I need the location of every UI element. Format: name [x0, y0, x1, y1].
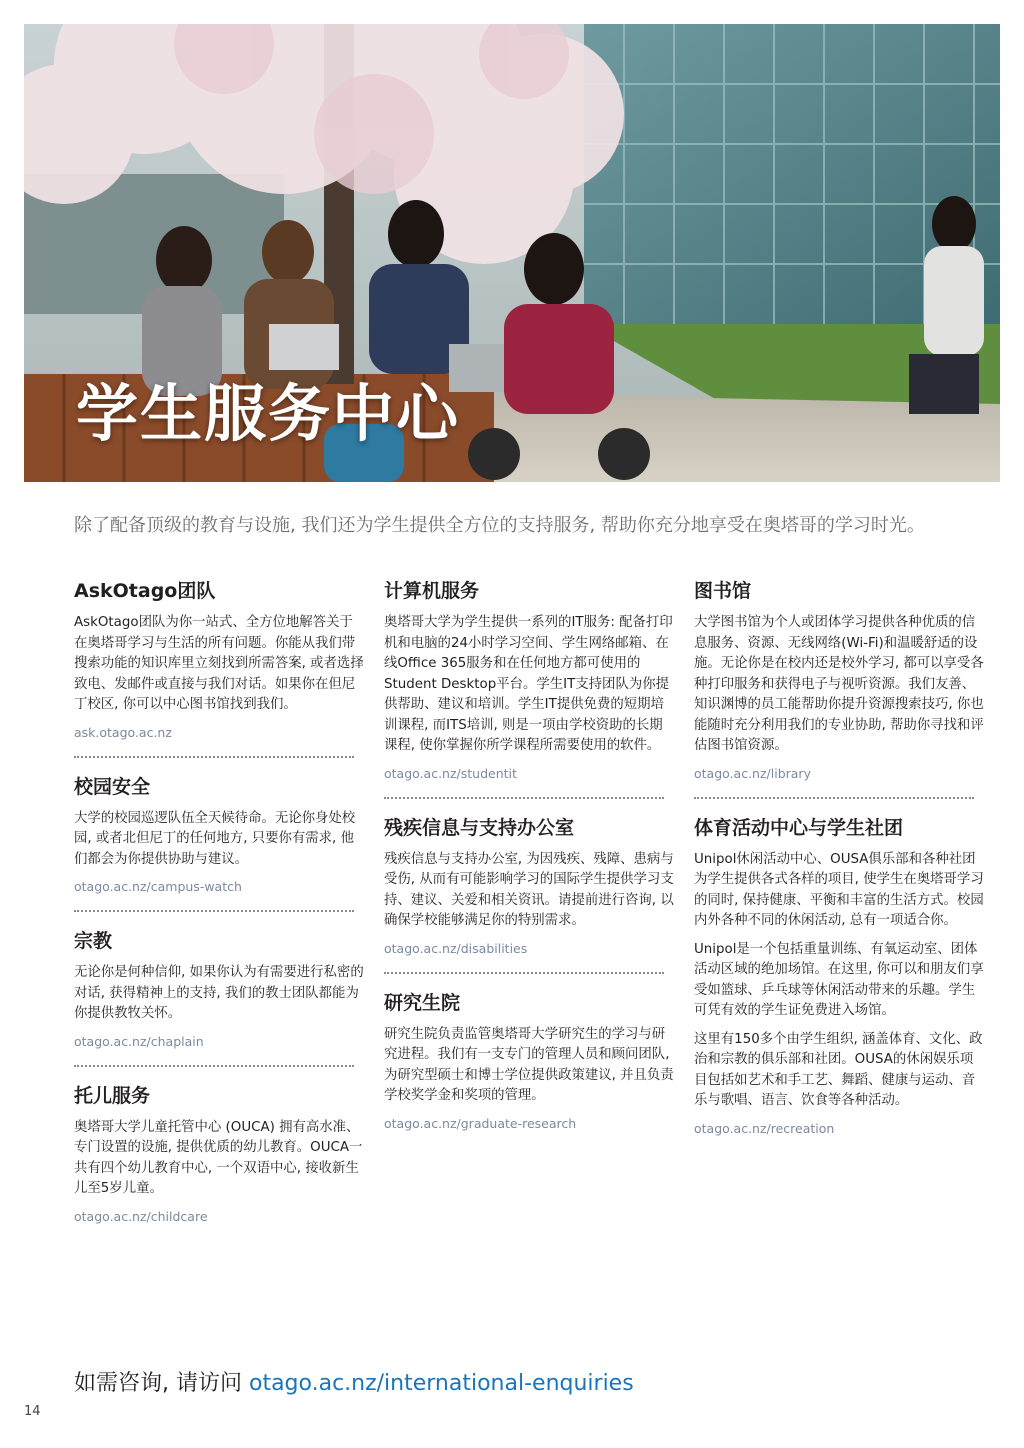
section-body: 大学图书馆为个人或团体学习提供各种优质的信息服务、资源、无线网络(Wi-Fi)和温暖舒适的设施。无论你是在校内还是校外学习, 都可以享受各种打印服务和获得电子与视听资源。我们友善、知识渊博的员工能帮助你提升资源搜索技巧, 你也能随时充分利用我们的专业协助, 帮助你寻找和评估图书馆资源。 [694, 615, 984, 753]
column-3 [694, 578, 984, 1138]
section-chaplain [74, 928, 364, 1051]
section-title: 研究生院 [384, 991, 461, 1014]
section-body: 无论你是何种信仰, 如果你认为有需要进行私密的对话, 获得精神上的支持, 我们的教士团队都能为你提供教牧关怀。 [74, 965, 364, 1021]
footer-enquiries [74, 1368, 634, 1400]
column-1 [74, 578, 364, 1226]
section-link[interactable]: ask.otago.ac.nz [74, 724, 172, 740]
section-body: 这里有150多个由学生组织, 涵盖体育、文化、政治和宗教的俱乐部和社团。OUSA的休闲娱乐项目包括如艺术和手工艺、舞蹈、健康与运动、音乐与歌唱、语言、饮食等各种活动。 [694, 1031, 983, 1108]
divider [74, 1065, 354, 1067]
section-askotago [74, 578, 364, 742]
section-library [694, 578, 984, 783]
page-title: 学生服务中心 [76, 377, 461, 450]
section-body: AskOtago团队为你一站式、全方位地解答关于在奥塔哥学习与生活的所有问题。你能从我们带搜索功能的知识库里立刻找到所需答案, 或者选择致电、发邮件或直接与我们对话。如果你在但尼丁校区, 你可以中心图书馆找到我们。 [74, 615, 364, 712]
section-graduate-research [384, 990, 674, 1133]
section-title: 计算机服务 [384, 580, 480, 602]
section-title: 体育活动中心与学生社团 [694, 816, 904, 839]
section-title: 校园安全 [74, 775, 151, 798]
divider [74, 910, 354, 912]
section-link[interactable]: otago.ac.nz/recreation [694, 1120, 835, 1136]
section-body: Unipol是一个包括重量训练、有氧运动室、团体活动区域的绝加场馆。在这里, 你可以和朋友们享受如篮球、乒乓球等休闲活动带来的乐趣。学生可凭有效的学生证免费进入场馆。 [694, 941, 984, 1018]
section-title: AskOtago团队 [74, 580, 216, 602]
intro-text: 除了配备顶级的教育与设施, 我们还为学生提供全方位的支持服务, 帮助你充分地享受在奥塔哥的学习时光。 [74, 515, 925, 536]
footer-prefix: 如需咨询, 请访问 [74, 1371, 249, 1396]
divider [74, 756, 354, 758]
section-title: 图书馆 [694, 580, 752, 602]
divider [694, 797, 974, 799]
divider [384, 972, 664, 974]
section-recreation [694, 815, 984, 1138]
section-title: 宗教 [74, 930, 113, 952]
section-title: 托儿服务 [74, 1084, 151, 1107]
section-body: 奥塔哥大学为学生提供一系列的IT服务: 配备打印机和电脑的24小时学习空间、学生网络邮箱、在线Office 365服务和在任何地方都可使用的Student Desktop平台。学生IT支持团队为你提供帮助、建议和培训。学生IT提供免费的短期培训课程, 而ITS培训, 则是一项由学校资助的长期课程, 使你掌握你所学课程所需要使用的软件。 [384, 615, 673, 753]
section-disabilities [384, 815, 674, 958]
section-body: Unipol休闲活动中心、OUSA俱乐部和各种社团为学生提供各式各样的项目, 使学生在奥塔哥学习的同时, 保持健康、平衡和丰富的生活方式。校园内外各种不同的休闲活动, 总有一项适合你。 [694, 851, 984, 928]
section-link[interactable]: otago.ac.nz/library [694, 765, 811, 781]
column-2 [384, 578, 674, 1133]
hero-banner [24, 24, 1000, 482]
section-link[interactable]: otago.ac.nz/childcare [74, 1208, 208, 1224]
page-number: 14 [24, 1404, 41, 1419]
section-body: 研究生院负责监管奥塔哥大学研究生的学习与研究进程。我们有一支专门的管理人员和顾问团队, 为研究型硕士和博士学位提供政策建议, 并且负责学校奖学金和奖项的管理。 [384, 1026, 674, 1103]
divider [384, 797, 664, 799]
section-link[interactable]: otago.ac.nz/graduate-research [384, 1115, 577, 1131]
section-computing [384, 578, 674, 783]
section-title: 残疾信息与支持办公室 [384, 816, 575, 839]
section-link[interactable]: otago.ac.nz/campus-watch [74, 879, 242, 894]
section-body: 残疾信息与支持办公室, 为因残疾、残障、患病与受伤, 从而有可能影响学习的国际学生提供学习支持、建议、关爱和相关资讯。请提前进行咨询, 以确保学校能够满足你的特别需求。 [384, 851, 674, 928]
section-campus-watch [74, 774, 364, 897]
section-body: 大学的校园巡逻队伍全天候待命。无论你身处校园, 或者北但尼丁的任何地方, 只要你有需求, 他们都会为你提供协助与建议。 [74, 810, 356, 867]
section-childcare [74, 1083, 364, 1226]
footer-link[interactable]: otago.ac.nz/international-enquiries [248, 1371, 634, 1396]
section-link[interactable]: otago.ac.nz/chaplain [74, 1033, 204, 1049]
section-link[interactable]: otago.ac.nz/disabilities [384, 940, 528, 956]
section-body: 奥塔哥大学儿童托管中心 (OUCA) 拥有高水准、专门设置的设施, 提供优质的幼儿教育。OUCA一共有四个幼儿教育中心, 一个双语中心, 接收新生儿至5岁儿童。 [74, 1119, 363, 1196]
section-link[interactable]: otago.ac.nz/studentit [384, 765, 517, 781]
